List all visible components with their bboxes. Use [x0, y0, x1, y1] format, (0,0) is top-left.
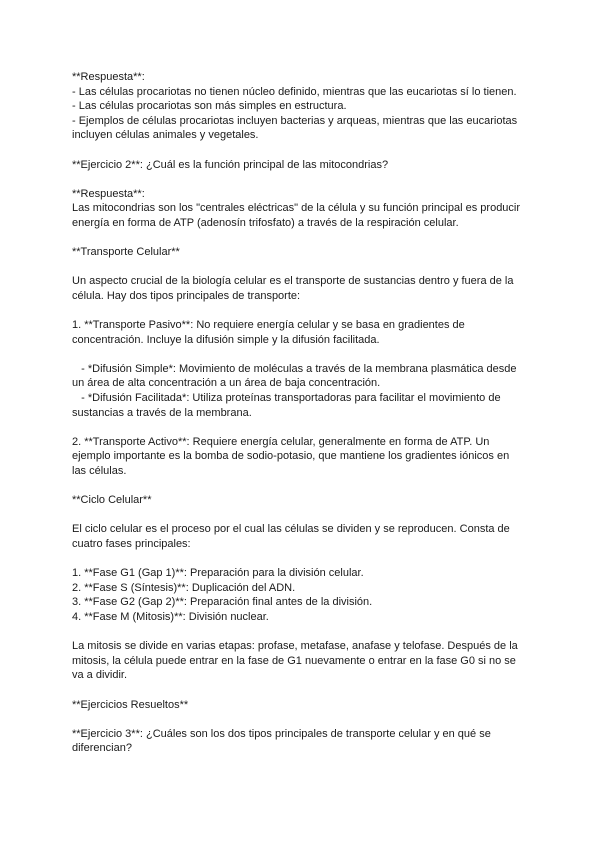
text-line: 1. **Transporte Pasivo**: No requiere energía celular y se basa en gradientes de — [72, 319, 465, 332]
text-line: 3. **Fase G2 (Gap 2)**: Preparación final antes de la división. — [72, 596, 373, 609]
section-heading-ciclo — [72, 493, 532, 508]
text-line: diferencian? — [72, 742, 132, 755]
text-line: energía en forma de ATP (adenosín trifosfato) a través de la respiración celular. — [72, 216, 459, 229]
exercise-2-question — [72, 158, 532, 173]
text-line: incluyen células animales y vegetales. — [72, 129, 259, 142]
text-line: va a dividir. — [72, 669, 128, 682]
text-line: cuatro fases principales: — [72, 538, 191, 550]
text-line: - Las células procariotas no tienen núcleo definido, mientras que las eucariotas sí lo tienen. — [72, 85, 517, 98]
text-line: 2. **Transporte Activo**: Requiere energía celular, generalmente en forma de ATP. Un — [72, 435, 490, 448]
text-line: **Ejercicio 3**: ¿Cuáles son los dos tipos principales de transporte celular y en qué se — [72, 727, 491, 740]
text-line: célula. Hay dos tipos principales de transporte: — [72, 289, 301, 302]
text-line: - *Difusión Simple*: Movimiento de moléculas a través de la membrana plasmática desde — [72, 362, 517, 375]
text-line: El ciclo celular es el proceso por el cual las células se dividen y se reproducen. Consta de — [72, 523, 510, 536]
text-line: las células. — [72, 465, 127, 478]
text-line: **Respuesta**: — [72, 187, 145, 200]
text-line: concentración. Incluye la difusión simple y la difusión facilitada. — [72, 333, 380, 346]
mitosis-paragraph — [72, 639, 532, 683]
answer-2-block — [72, 187, 532, 231]
text-line: - Las células procariotas son más simples en estructura. — [72, 100, 347, 113]
text-line: 2. **Fase S (Síntesis)**: Duplicación del ADN. — [72, 581, 296, 594]
text-line: La mitosis se divide en varias etapas: profase, metafase, anafase y telofase. Después de la — [72, 640, 518, 653]
text-line: **Transporte Celular** — [72, 246, 180, 259]
document-page — [72, 70, 532, 771]
text-line: **Ejercicio 2**: ¿Cuál es la función principal de las mitocondrias? — [72, 158, 389, 171]
transporte-intro-paragraph — [72, 274, 532, 303]
text-line: **Respuesta**: — [72, 71, 145, 83]
text-line: Un aspecto crucial de la biología celular es el transporte de sustancias dentro y fuera de la — [72, 275, 514, 288]
fases-list — [72, 566, 532, 624]
section-heading-transporte — [72, 245, 532, 260]
exercise-3-question — [72, 727, 532, 756]
text-line: **Ejercicios Resueltos** — [72, 698, 189, 711]
text-line: mitosis, la célula puede entrar en la fase de G1 nuevamente o entrar en la fase G0 si no se — [72, 654, 516, 667]
text-line: Las mitocondrias son los "centrales eléctricas" de la célula y su función principal es producir — [72, 202, 521, 215]
section-heading-ejercicios — [72, 698, 532, 713]
transporte-activo-item — [72, 435, 532, 479]
text-line: sustancias a través de la membrana. — [72, 406, 252, 419]
difusion-subitems — [72, 362, 532, 420]
text-line: ejemplo importante es la bomba de sodio-potasio, que mantiene los gradientes iónicos en — [72, 450, 510, 463]
text-line: - Ejemplos de células procariotas incluyen bacterias y arqueas, mientras que las eucariotas — [72, 114, 518, 127]
ciclo-intro-paragraph — [72, 522, 532, 551]
text-line: 4. **Fase M (Mitosis)**: División nuclear. — [72, 610, 269, 623]
text-line: un área de alta concentración a un área de baja concentración. — [72, 377, 381, 390]
transporte-pasivo-item — [72, 318, 532, 347]
text-line: - *Difusión Facilitada*: Utiliza proteínas transportadoras para facilitar el movimiento de — [72, 392, 501, 405]
text-line: 1. **Fase G1 (Gap 1)**: Preparación para la división celular. — [72, 567, 364, 580]
answer-1-block — [72, 70, 532, 143]
text-line: **Ciclo Celular** — [72, 494, 152, 507]
